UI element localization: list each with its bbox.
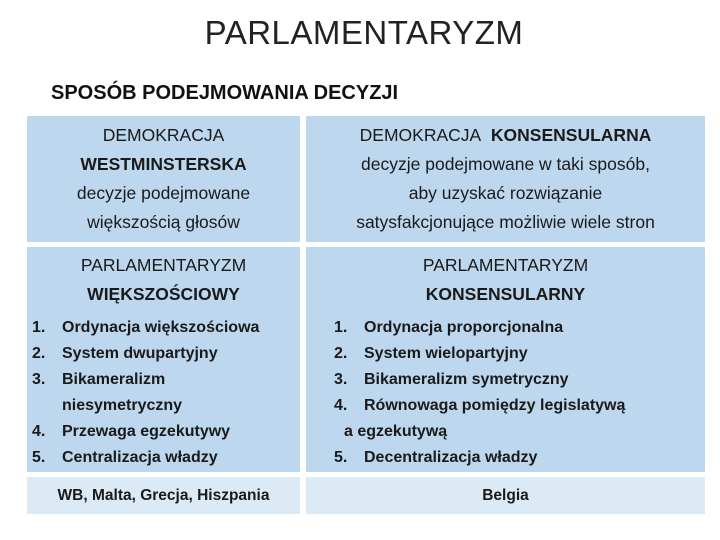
westminster-desc-line2: większością głosów <box>87 212 240 232</box>
consensus-label: DEMOKRACJA <box>359 125 482 145</box>
list-item: 5. Centralizacja władzy <box>32 449 218 466</box>
consensus-desc-line1: decyzje podejmowane w taki sposób, <box>361 154 650 174</box>
list-item: 1. Ordynacja proporcjonalna <box>334 319 564 336</box>
slide-title: PARLAMENTARYZM <box>204 14 524 51</box>
majoritarian-head-line2: WIĘKSZOŚCIOWY <box>87 284 240 304</box>
consensus-desc-line3: satysfakcjonujące możliwie wiele stron <box>356 212 655 232</box>
majoritarian-examples: WB, Malta, Grecja, Hiszpania <box>57 487 270 504</box>
consensual-examples: Belgia <box>482 487 529 504</box>
consensus-heading <box>306 121 705 150</box>
list-item: 2. System dwupartyjny <box>32 345 218 362</box>
consensual-head-line2: KONSENSULARNY <box>425 284 586 304</box>
consensus-name: KONSENSULARNA <box>490 125 652 145</box>
westminster-definition-cell <box>27 116 300 242</box>
list-item: 5. Decentralizacja władzy <box>334 449 538 466</box>
list-item: 3. Bikameralizm niesymetryczny <box>32 371 183 414</box>
consensus-definition-cell <box>306 116 705 242</box>
majoritarian-features-cell <box>27 247 300 472</box>
majoritarian-examples-cell <box>27 477 300 514</box>
consensual-examples-cell <box>306 477 705 514</box>
westminster-desc-line1: decyzje podejmowane <box>76 183 251 203</box>
majoritarian-head-line1: PARLAMENTARYZM <box>80 255 247 275</box>
list-item: 1. Ordynacja większościowa <box>32 319 260 336</box>
consensual-features-cell <box>306 247 705 472</box>
consensual-head-line1: PARLAMENTARYZM <box>422 255 589 275</box>
consensual-feature-list <box>334 315 705 471</box>
list-item: 4. Przewaga egzekutywy <box>32 423 231 440</box>
list-item: 4. Równowaga pomiędzy legislatywą a egzekutywą <box>334 397 626 440</box>
list-item: 2. System wielopartyjny <box>334 345 528 362</box>
list-item: 3. Bikameralizm symetryczny <box>334 371 569 388</box>
slide-subtitle: SPOSÓB PODEJMOWANIA DECYZJI <box>51 82 399 104</box>
consensus-desc-line2: aby uzyskać rozwiązanie <box>408 183 603 203</box>
westminster-name: WESTMINSTERSKA <box>80 154 247 174</box>
majoritarian-feature-list <box>32 315 300 471</box>
westminster-label: DEMOKRACJA <box>102 125 225 145</box>
